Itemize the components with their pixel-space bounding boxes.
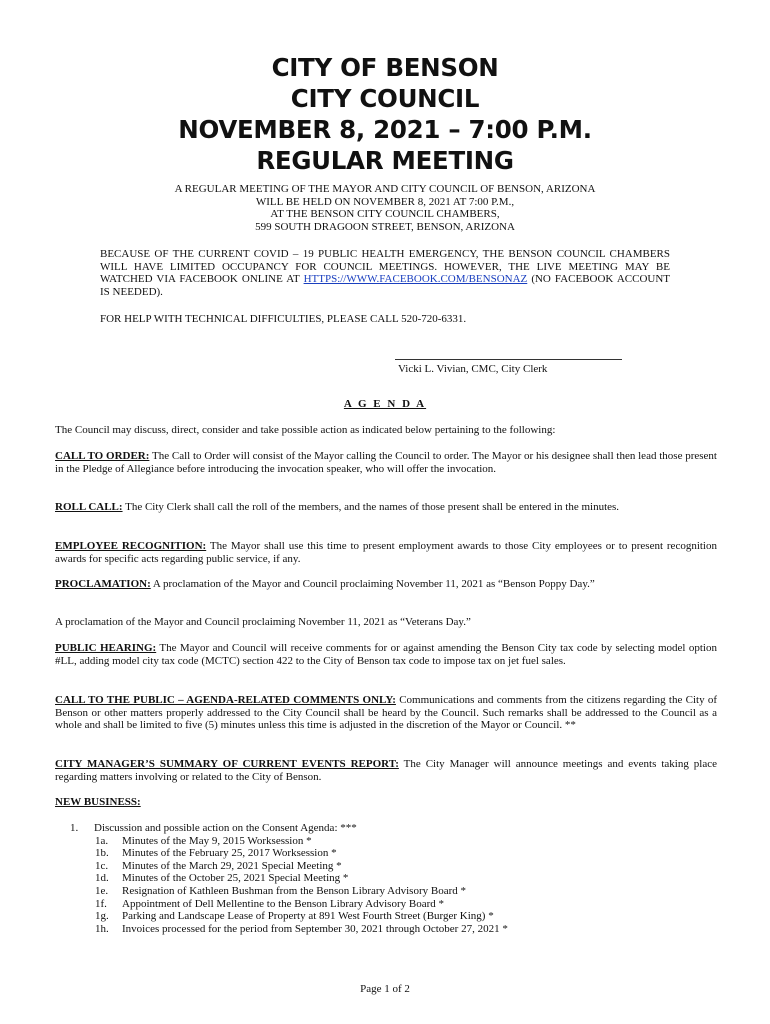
list-item	[95, 847, 720, 860]
item-number: 1b.	[95, 847, 109, 860]
item-number: 1a.	[95, 834, 109, 847]
section-city-manager	[55, 758, 717, 783]
item-text: Minutes of the February 25, 2017 Worksession *	[122, 847, 337, 860]
section-text: The City Manager will announce meetings and events taking place regarding matters involving or related to the City of Benson.	[55, 758, 717, 783]
section-label: NEW BUSINESS:	[55, 796, 141, 808]
section-label: ROLL CALL:	[55, 501, 123, 513]
section-employee-recognition	[55, 540, 717, 565]
section-text: Communications and comments from the citizens regarding the City of Benson or other matters properly addressed to the City Council shall be heard by the Council. Such remarks shall be addressed to the Council as a whole and shall be limited to five (5) minutes unless this time is adjusted in the discretion of the Mayor or Council. **	[55, 694, 718, 732]
agenda-intro: The Council may discuss, direct, consider and take possible action as indicated below pertaining to the following:	[55, 424, 556, 436]
title-line: CITY OF BENSON	[271, 53, 499, 82]
facebook-link[interactable]: HTTPS://WWW.FACEBOOK.COM/BENSONAZ	[303, 273, 528, 286]
section-proclamation-veterans: A proclamation of the Mayor and Council proclaiming November 11, 2021 as “Veterans Day.”	[55, 616, 471, 628]
covid-after: (NO FACEBOOK ACCOUNT IS NEEDED).	[100, 273, 670, 298]
item-text: Parking and Landscape Lease of Property at 891 West Fourth Street (Burger King) *	[122, 910, 494, 923]
help-text: FOR HELP WITH TECHNICAL DIFFICULTIES, PLEASE CALL 520-720-6331.	[100, 313, 467, 325]
item-text: Appointment of Dell Mellentine to the Benson Library Advisory Board *	[122, 897, 445, 910]
title-line: REGULAR MEETING	[256, 146, 514, 175]
section-text: The Mayor and Council will receive comments for or against amending the Benson City tax code by selecting model option #LL, adding model city tax code (MCTC) section 422 to the City of Benson tax code to impose tax on jet fuel sales.	[55, 642, 717, 667]
notice-line: WILL BE HELD ON NOVEMBER 8, 2021 AT 7:00 P.M.,	[255, 195, 515, 208]
list-item	[70, 822, 720, 835]
consent-sublist	[70, 835, 720, 936]
section-label: CALL TO THE PUBLIC – AGENDA-RELATED COMMENTS ONLY:	[55, 694, 396, 706]
page-number: Page 1 of 2	[360, 983, 410, 995]
section-call-to-order	[55, 450, 717, 475]
item-text: Minutes of the March 29, 2021 Special Meeting *	[122, 859, 342, 872]
item-text: Invoices processed for the period from September 30, 2021 through October 27, 2021 *	[122, 922, 508, 935]
meeting-notice	[0, 183, 770, 233]
section-proclamation	[55, 578, 717, 591]
section-label: CALL TO ORDER:	[55, 450, 150, 462]
item-number: 1f.	[95, 897, 107, 910]
signature-name: Vicki L. Vivian, CMC, City Clerk	[398, 363, 548, 375]
section-call-to-public	[55, 694, 717, 732]
new-business-list	[70, 822, 720, 935]
list-item	[95, 898, 720, 911]
title-line: NOVEMBER 8, 2021 – 7:00 P.M.	[178, 115, 592, 144]
list-item	[95, 860, 720, 873]
item-text: Minutes of the October 25, 2021 Special Meeting *	[122, 872, 349, 885]
section-label: PUBLIC HEARING:	[55, 642, 157, 654]
item-number: 1h.	[95, 922, 109, 935]
section-label: PROCLAMATION:	[55, 578, 151, 590]
covid-text: BECAUSE OF THE CURRENT COVID – 19 PUBLIC HEALTH EMERGENCY, THE BENSON COUNCIL CHAMBERS WILL HAVE LIMITED OCCUPANCY FOR COUNCIL MEETINGS. HOWEVER, THE LIVE MEETING MAY BE WATCHED VIA FACEBOOK ONLINE AT	[100, 248, 670, 286]
section-text: The City Clerk shall call the roll of the members, and the names of those present shall be entered in the minutes.	[125, 501, 620, 513]
list-item	[95, 885, 720, 898]
section-public-hearing	[55, 642, 717, 667]
item-text: Resignation of Kathleen Bushman from the Benson Library Advisory Board *	[122, 884, 466, 897]
title-line: CITY COUNCIL	[290, 84, 480, 113]
item-text: Minutes of the May 9, 2015 Worksession *	[122, 834, 312, 847]
item-number: 1.	[70, 822, 79, 834]
item-number: 1c.	[95, 859, 109, 872]
section-new-business	[55, 796, 717, 809]
section-text: The Mayor shall use this time to present employment awards to those City employees or to present recognition awards for specific acts regarding public service, if any.	[55, 540, 717, 565]
agenda-heading: A G E N D A	[343, 398, 427, 410]
item-number: 1d.	[95, 872, 109, 885]
list-item	[95, 872, 720, 885]
section-text: The Call to Order will consist of the Mayor calling the Council to order. The Mayor or his designee shall then lead those present in the Pledge of Allegiance before introducing the invocation speaker, who will offer the invocation.	[55, 450, 717, 475]
signature-line	[395, 359, 622, 360]
section-label: CITY MANAGER’S SUMMARY OF CURRENT EVENTS REPORT:	[55, 758, 399, 770]
notice-line: A REGULAR MEETING OF THE MAYOR AND CITY COUNCIL OF BENSON, ARIZONA	[174, 183, 596, 195]
covid-notice	[100, 248, 670, 298]
list-item	[95, 910, 720, 923]
notice-line: 599 SOUTH DRAGOON STREET, BENSON, ARIZONA	[255, 220, 515, 233]
section-roll-call	[55, 501, 717, 514]
document-title	[0, 52, 770, 176]
list-item	[95, 923, 720, 936]
section-text: A proclamation of the Mayor and Council proclaiming November 11, 2021 as “Benson Poppy Day.”	[152, 578, 595, 590]
section-label: EMPLOYEE RECOGNITION:	[55, 540, 207, 552]
list-item	[95, 835, 720, 848]
item-text: Discussion and possible action on the Consent Agenda: ***	[94, 822, 357, 834]
item-number: 1g.	[95, 910, 109, 923]
item-number: 1e.	[95, 884, 109, 897]
notice-line: AT THE BENSON CITY COUNCIL CHAMBERS,	[270, 208, 500, 221]
